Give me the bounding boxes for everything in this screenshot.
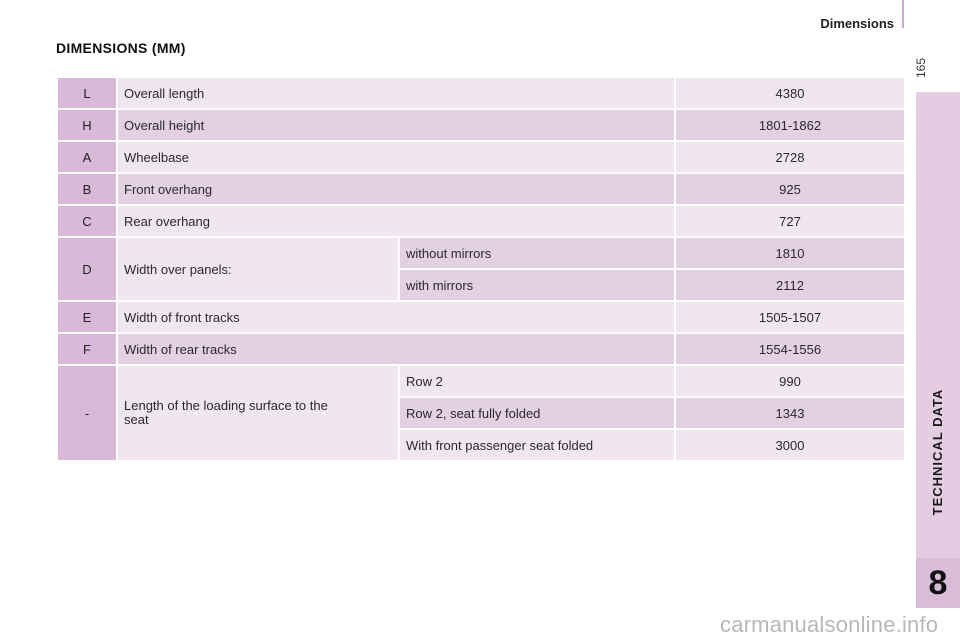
table-row: [57, 237, 905, 269]
dimension-letter: F: [57, 333, 117, 365]
chapter-tab-label: [928, 388, 948, 516]
dimensions-table: [56, 76, 906, 462]
dimension-letter: L: [57, 77, 117, 109]
dimension-sub-label: with mirrors: [399, 269, 675, 301]
dimension-letter: H: [57, 109, 117, 141]
dimension-letter: E: [57, 301, 117, 333]
page-number: 165: [914, 57, 928, 79]
dimension-label: Front overhang: [117, 173, 675, 205]
watermark-bottom: carmanualsonline.info: [720, 612, 939, 637]
dimension-value: 3000: [675, 429, 905, 461]
dimension-letter: C: [57, 205, 117, 237]
page-header-title: Dimensions: [820, 16, 894, 31]
dimension-label: Width of rear tracks: [117, 333, 675, 365]
table-row: [57, 365, 905, 397]
table-row: [57, 77, 905, 109]
table-row: [57, 141, 905, 173]
dimension-label: Width over panels:: [117, 237, 399, 301]
dimension-value: 1505-1507: [675, 301, 905, 333]
dimension-label-text: Length of the loading surface to the seat: [124, 398, 328, 427]
dimension-sub-label: Row 2: [399, 365, 675, 397]
dimension-value: 727: [675, 205, 905, 237]
dimension-sub-label: without mirrors: [399, 237, 675, 269]
table-row: [57, 301, 905, 333]
dimension-value: 2112: [675, 269, 905, 301]
dimension-letter: B: [57, 173, 117, 205]
dimension-value: 1343: [675, 397, 905, 429]
dimension-value: 925: [675, 173, 905, 205]
table-row: [57, 109, 905, 141]
dimension-label: [117, 365, 399, 461]
dimension-letter: -: [57, 365, 117, 461]
dimension-sub-label: With front passenger seat folded: [399, 429, 675, 461]
dimension-value: 1554-1556: [675, 333, 905, 365]
dimension-value: 2728: [675, 141, 905, 173]
section-title: DIMENSIONS (MM): [56, 40, 186, 56]
table-row: [57, 205, 905, 237]
dimension-sub-label: Row 2, seat fully folded: [399, 397, 675, 429]
dimension-letter: D: [57, 237, 117, 301]
table-row: [57, 173, 905, 205]
dimension-letter: A: [57, 141, 117, 173]
dimension-label: Wheelbase: [117, 141, 675, 173]
dimension-value: 1801-1862: [675, 109, 905, 141]
dimension-label: Overall height: [117, 109, 675, 141]
dimension-label: Rear overhang: [117, 205, 675, 237]
dimension-value: 4380: [675, 77, 905, 109]
dimension-label: Overall length: [117, 77, 675, 109]
dimension-value: 1810: [675, 237, 905, 269]
chapter-number: 8: [916, 558, 960, 608]
header-divider: [902, 0, 904, 28]
dimension-label: Width of front tracks: [117, 301, 675, 333]
table-row: [57, 333, 905, 365]
chapter-tab-label-text: TECHNICAL DATA: [930, 388, 945, 516]
dimension-value: 990: [675, 365, 905, 397]
